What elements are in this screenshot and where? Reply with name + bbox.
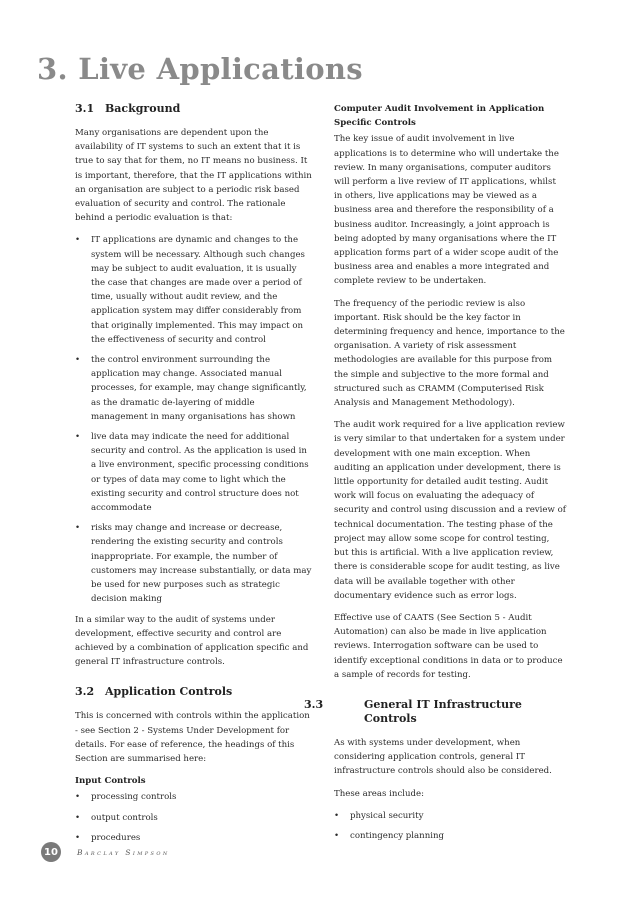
bullet-icon: •: [75, 812, 81, 823]
areas-list: [334, 809, 566, 843]
bullet-icon: •: [334, 830, 340, 841]
paragraph: The audit work required for a live application review is very similar to that undertaken for a system under development with one main exception. When auditing an application under development, there is little opportunity for detailed audit testing. Audit work will focus on evaluating the adequacy of security and control using discussion and a review of technical documentation. The testing phase of the project may allow some scope for control testing, but this is artificial. With a live application review, there is considerable scope for audit testing, as live data will be available together with other documentary evidence such as error logs.: [334, 420, 566, 601]
bullet-icon: •: [75, 235, 81, 246]
list-item: [75, 353, 313, 424]
paragraph: Many organisations are dependent upon the availability of IT systems to such an extent that it is true to say that for them, no IT means no business. It is important, therefore, that the IT applications within an organisation are subject to a periodic risk based evaluation of security and control. The rationale behind a periodic evaluation is that:: [75, 128, 312, 224]
subheading-input-controls: Input Controls: [75, 776, 146, 787]
list-item: [75, 233, 313, 347]
section-title: Background: [105, 102, 181, 115]
paragraph: This is concerned with controls within the application - see Section 2 - Systems Under Development for details. For ease of reference, the headings of this Section are summarised here:: [75, 711, 310, 764]
page-title: 3. Live Applications: [37, 52, 363, 86]
bullet-icon: •: [75, 792, 81, 803]
list-item: [75, 811, 313, 825]
list-item-text: processing controls: [91, 792, 177, 803]
list-item-text: IT applications are dynamic and changes to the system will be necessary. Although such changes may be subject to audit evaluation, it is usually the case that changes are made over a period of time, usually without audit review, and the application system may differ considerably from that originally implemented. This may impact on the effectiveness of security and control: [91, 235, 305, 345]
page-number-badge: 10: [41, 842, 61, 862]
bullet-icon: •: [334, 810, 340, 821]
bullet-icon: •: [75, 832, 81, 843]
section-3-3-heading: [304, 697, 566, 726]
paragraph: Effective use of CAATS (See Section 5 - Audit Automation) can also be made in live application reviews. Interrogation software can be used to identify exceptional conditions in data or to produce a sample of records for testing.: [334, 612, 563, 680]
right-column: [304, 102, 566, 849]
list-item-text: the control environment surrounding the application may change. Associated manual processes, for example, may change significantly, as the dramatic de-layering of middle management in many organisations has shown: [91, 355, 307, 422]
bullet-icon: •: [75, 523, 81, 534]
controls-list: [75, 790, 313, 845]
left-column: [75, 102, 313, 851]
section-number: 3.1: [75, 102, 95, 115]
list-item: [334, 809, 566, 823]
paragraph: The key issue of audit involvement in live applications is to determine who will undertake the review. In many organisations, computer auditors will perform a live review of IT applications, whilst in others, live applications may be viewed as a business area and therefore the responsibility of a business auditor. Increasingly, a joint approach is being adopted by many organisations where the IT application forms part of a wider scope audit of the business area and enables a more integrated and complete review to be undertaken.: [334, 134, 559, 287]
list-item-text: risks may change and increase or decrease, rendering the existing security and controls inappropriate. For example, the number of customers may increase substantially, or data may be used for new purposes such as strategic decision making: [91, 523, 312, 605]
brand-name: Barclay Simpson: [77, 847, 170, 857]
page-footer: [41, 842, 170, 862]
section-number: 3.2: [75, 685, 95, 699]
paragraph: In a similar way to the audit of systems under development, effective security and control are achieved by a combination of application specific and general IT infrastructure controls.: [75, 614, 309, 668]
list-item: [334, 829, 566, 843]
bullet-list: [75, 233, 313, 606]
section-title: Application Controls: [105, 685, 233, 699]
subheading-audit-involvement: Computer Audit Involvement in Application Specific Controls: [334, 104, 545, 129]
section-3-2-heading: [75, 685, 313, 699]
list-item: [75, 521, 313, 606]
paragraph: The frequency of the periodic review is also important. Risk should be the key factor in determining frequency and hence, importance to the organisation. A variety of risk assessment methodologies are available for this purpose from the simple and subjective to the more formal and structured such as CRAMM (Computerised Risk Analysis and Management Methodology).: [334, 298, 565, 409]
section-3-1-heading: [75, 102, 313, 116]
bullet-icon: •: [75, 355, 81, 366]
list-item-text: live data may indicate the need for additional security and control. As the application is used in a live environment, specific processing conditions or types of data may come to light which the existing security and control structure does not accommodate: [91, 432, 309, 514]
list-item: [75, 430, 313, 515]
bullet-icon: •: [75, 432, 81, 443]
paragraph: These areas include:: [334, 788, 425, 799]
list-item-text: procedures: [91, 832, 141, 843]
section-title: General IT Infrastructure Controls: [364, 697, 522, 725]
list-item-text: physical security: [350, 810, 424, 821]
list-item-text: contingency planning: [350, 830, 445, 841]
list-item: [75, 790, 313, 804]
paragraph: As with systems under development, when considering application controls, general IT infrastructure controls should also be considered.: [334, 737, 552, 777]
list-item-text: output controls: [91, 812, 158, 823]
section-number: 3.3: [304, 697, 324, 711]
